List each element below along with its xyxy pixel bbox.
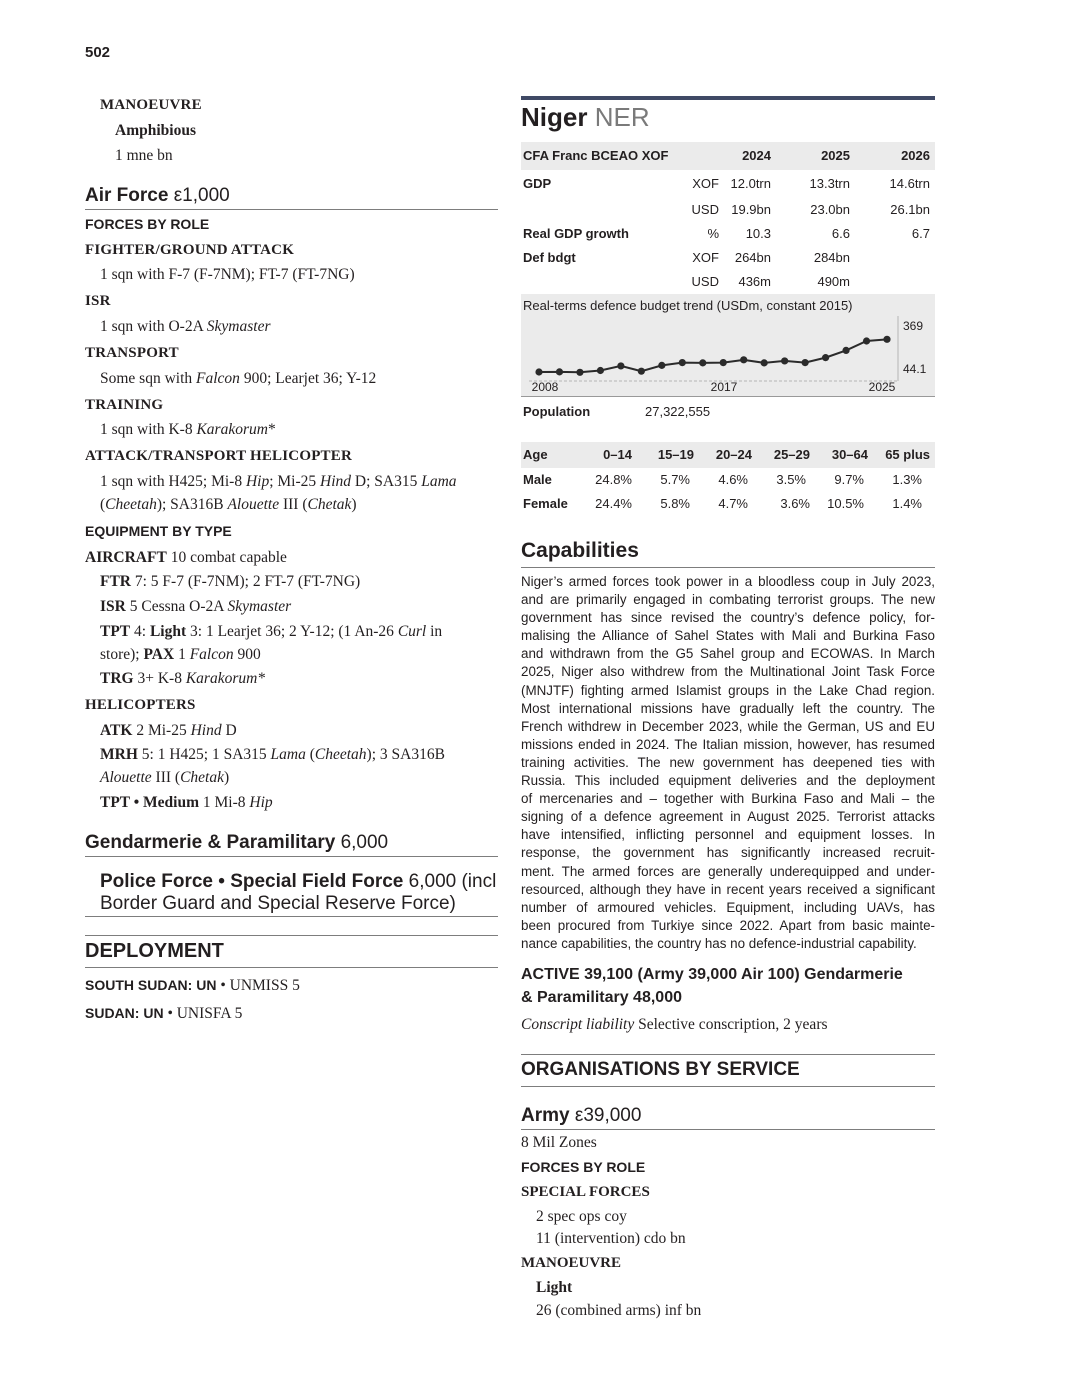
capabilities-line: resourced, although they have in recent years received a significant [521, 881, 935, 897]
chart-point [822, 354, 829, 361]
capabilities-line: and are primarily engaged in combating terrorist groups. The new [521, 592, 935, 608]
chart-x-tick-label: 2025 [868, 380, 896, 394]
capabilities-line: training activities. The new government has deepened ties with [521, 754, 935, 770]
capabilities-line: Most international missions have gradually left the country. The [521, 700, 935, 716]
chart-y-label: 44.1 [903, 362, 927, 376]
isr-heading: ISR [85, 293, 111, 309]
chart-rule [521, 396, 935, 397]
ftr-line: FTR 7: 5 F-7 (F-7NM); 2 FT-7 (FT-7NG) [100, 573, 361, 590]
age-row-male [521, 472, 935, 492]
chart-point [658, 362, 665, 369]
econ-header-2024: 2024 [742, 148, 771, 163]
econ-row [521, 176, 935, 194]
chart-series-line [539, 339, 887, 372]
mrh-line-2: Alouette III (Chetak) [100, 769, 230, 786]
chart-point [576, 369, 583, 376]
econ-label: GDP [523, 176, 552, 191]
chart-point [679, 359, 686, 366]
army-rule [521, 1129, 935, 1130]
chart-point [597, 367, 604, 374]
chart-title: Real-terms defence budget trend (USDm, constant 2015) [523, 298, 853, 313]
econ-value: 490m [817, 274, 850, 289]
age-cell: 24.8% [595, 472, 632, 487]
econ-row [521, 202, 935, 220]
econ-value: 14.6trn [889, 176, 930, 191]
age-cell: 3.5% [776, 472, 806, 487]
manoeuvre-heading: MANOEUVRE [100, 97, 202, 113]
capabilities-line: (MNJTF) fighting armed Islamist groups in the Lake Chad region. [521, 682, 935, 698]
mrh-line-1: MRH 5: 1 H425; 1 SA315 Lama (Cheetah); 3 SA316B [100, 746, 445, 763]
helicopters-heading: HELICOPTERS [85, 697, 196, 713]
deployment-bottom-rule [85, 967, 498, 968]
deployment-sudan: SUDAN: UN • UNISFA 5 [85, 1005, 243, 1022]
capabilities-line: Niger’s armed forces took power in a bloodless coup in July 2023, [521, 574, 935, 589]
forces-by-role-heading: FORCES BY ROLE [85, 216, 210, 232]
equipment-by-type-heading: EQUIPMENT BY TYPE [85, 523, 232, 539]
trg-line: TRG 3+ K-8 Karakorum* [100, 670, 266, 687]
econ-value: 264bn [734, 250, 771, 265]
mil-zones: 8 Mil Zones [521, 1134, 597, 1151]
capabilities-line: French withdrew in December 2023, while the German, US and EU [521, 718, 935, 734]
econ-value: 6.7 [911, 226, 930, 241]
transport-heading: TRANSPORT [85, 345, 179, 361]
special-forces-heading: SPECIAL FORCES [521, 1184, 650, 1200]
econ-value: 26.1bn [890, 202, 930, 217]
tpt-line-1: TPT 4: Light 3: 1 Learjet 36; 2 Y-12; (1 An-26 Curl in [100, 623, 443, 640]
police-rule [85, 916, 498, 917]
capabilities-line: been procured from Turkiye since 2022. Apart from basic mainte- [521, 917, 935, 933]
tpt-heli-line: TPT • Medium 1 Mi-8 Hip [100, 794, 273, 811]
econ-unit: % [707, 226, 719, 241]
age-cell: 4.6% [718, 472, 748, 487]
age-cell: 10.5% [827, 496, 864, 511]
chart-point [781, 357, 788, 364]
capabilities-line: ment. The armed forces are generally underequipped and under- [521, 863, 935, 879]
country-title: Niger NER [521, 102, 650, 132]
ath-line-1: 1 sqn with H425; Mi-8 Hip; Mi-25 Hind D; SA315 Lama [100, 473, 457, 490]
age-header-cell: 0–14 [603, 447, 632, 462]
econ-unit: USD [691, 274, 719, 289]
econ-value: 23.0bn [810, 202, 850, 217]
active-line-1: ACTIVE 39,100 (Army 39,000 Air 100) Gendarmerie [521, 966, 903, 983]
org-top-rule [521, 1054, 935, 1055]
population-value: 27,322,555 [645, 404, 711, 419]
chart-point [761, 359, 768, 366]
org-bottom-rule [521, 1086, 935, 1087]
deployment-heading: DEPLOYMENT [85, 940, 224, 962]
conscript-liability: Conscript liability Selective conscription, 2 years [521, 1016, 828, 1033]
tpt-line-2: store); PAX 1 Falcon 900 [100, 646, 261, 663]
econ-row [521, 226, 935, 244]
econ-value: 19.9bn [731, 202, 771, 217]
chart-point [556, 368, 563, 375]
army-manoeuvre-heading: MANOEUVRE [521, 1255, 621, 1271]
econ-value: 6.6 [831, 226, 850, 241]
mne-bn: 1 mne bn [115, 147, 173, 164]
isr-line: 1 sqn with O-2A Skymaster [100, 318, 271, 335]
chart-point [720, 359, 727, 366]
econ-label: Real GDP growth [523, 226, 629, 241]
capabilities-line: signing of a defence agreement in August 2025. Terrorist attacks [521, 809, 935, 825]
age-header-cell: 15–19 [657, 447, 694, 462]
org-heading: ORGANISATIONS BY SERVICE [521, 1059, 800, 1080]
atk-line: ATK 2 Mi-25 Hind D [100, 722, 237, 739]
chart-point [740, 356, 747, 363]
country-header-bar [521, 96, 935, 100]
fga-line: 1 sqn with F-7 (F-7NM); FT-7 (FT-7NG) [100, 266, 355, 283]
chart-y-label: 369 [903, 319, 924, 333]
police-line-2: Border Guard and Special Reserve Force) [100, 893, 456, 914]
econ-header-currency: CFA Franc BCEAO XOF [523, 148, 669, 163]
age-header-cell: 65 plus [885, 447, 930, 462]
police-line-1: Police Force • Special Field Force 6,000 (incl [100, 871, 497, 892]
capabilities-line: government has since revised the country’s defence policy, for- [521, 610, 935, 626]
ath-heading: ATTACK/TRANSPORT HELICOPTER [85, 448, 352, 464]
training-line: 1 sqn with K-8 Karakorum* [100, 421, 276, 438]
deployment-south-sudan: SOUTH SUDAN: UN • UNMISS 5 [85, 977, 300, 994]
econ-row [521, 250, 935, 268]
population-label: Population [523, 404, 591, 419]
capabilities-paragraph [521, 573, 935, 953]
budget-trend-chart [521, 294, 935, 396]
chart-point [535, 368, 542, 375]
age-cell: 4.7% [718, 496, 748, 511]
capabilities-line: nance capabilities, the country has no defence-industrial capability. [521, 935, 917, 951]
econ-unit: XOF [692, 176, 719, 191]
chart-point [699, 359, 706, 366]
capabilities-line: have intensified, inflicting personnel and equipment losses. In [521, 827, 935, 843]
econ-unit: XOF [692, 250, 719, 265]
chart-x-tick-label: 2017 [710, 380, 738, 394]
capabilities-line: 2025, Niger also withdrew from the Multinational Joint Task Force [521, 664, 935, 680]
econ-value: 13.3trn [809, 176, 850, 191]
age-header-cell: 30–64 [831, 447, 868, 462]
air-force-rule [85, 209, 498, 210]
capabilities-line: response, the government has significantly increased recruit- [521, 845, 935, 861]
air-force-title: Air Force ε1,000 [85, 185, 230, 206]
aircraft-line: AIRCRAFT 10 combat capable [85, 549, 287, 566]
econ-row [521, 274, 935, 292]
econ-label: Def bdgt [523, 250, 576, 265]
army-forces-by-role: FORCES BY ROLE [521, 1159, 646, 1175]
age-cell: 24.4% [595, 496, 632, 511]
capabilities-line: number of armoured vehicles. Equipment, including UAVs, has [521, 899, 935, 915]
active-line-2: & Paramilitary 48,000 [521, 989, 682, 1006]
gendarmerie-rule [85, 856, 498, 857]
gendarmerie-title: Gendarmerie & Paramilitary 6,000 [85, 832, 389, 853]
chart-point [638, 368, 645, 375]
transport-line: Some sqn with Falcon 900; Learjet 36; Y-12 [100, 370, 377, 387]
capabilities-line: and withdrawn from the G5 Sahel group and ECOWAS. In March [521, 646, 935, 662]
ath-line-2: (Cheetah); SA316B Alouette III (Chetak) [100, 496, 357, 513]
age-cell: 9.7% [834, 472, 864, 487]
capabilities-heading: Capabilities [521, 539, 639, 562]
econ-unit: USD [691, 202, 719, 217]
army-title: Army ε39,000 [521, 1105, 642, 1126]
deployment-top-rule [85, 935, 498, 936]
econ-table-body [521, 172, 935, 294]
age-row-female [521, 496, 935, 516]
capabilities-line: malising the Alliance of Sahel States with Mali and Burkina Faso [521, 628, 935, 644]
training-heading: TRAINING [85, 397, 164, 413]
econ-value: 12.0trn [730, 176, 771, 191]
age-cell: 5.8% [660, 496, 690, 511]
fga-heading: FIGHTER/GROUND ATTACK [85, 242, 295, 258]
chart-svg [521, 294, 935, 396]
sf-line-1: 2 spec ops coy [536, 1208, 627, 1225]
age-row-label: Female [523, 496, 568, 511]
amphibious-heading: Amphibious [115, 122, 196, 139]
age-header-cell: 25–29 [773, 447, 810, 462]
isr-eq-line: ISR 5 Cessna O-2A Skymaster [100, 598, 292, 615]
econ-table-header [521, 142, 935, 170]
sf-line-2: 11 (intervention) cdo bn [536, 1230, 686, 1247]
age-cell: 3.6% [780, 496, 810, 511]
econ-header-2026: 2026 [901, 148, 930, 163]
chart-point [863, 337, 870, 344]
age-cell: 1.4% [892, 496, 922, 511]
econ-value: 436m [738, 274, 771, 289]
chart-point [617, 362, 624, 369]
chart-point [842, 347, 849, 354]
capabilities-line: missions ended in 2024. The Italian mission, however, has resumed [521, 736, 935, 752]
chart-point [802, 359, 809, 366]
chart-x-tick-label: 2008 [531, 380, 559, 394]
light-heading: Light [536, 1279, 573, 1296]
age-table-header [521, 442, 935, 468]
econ-value: 284bn [813, 250, 850, 265]
population-row [521, 404, 935, 424]
econ-header-2025: 2025 [821, 148, 850, 163]
capabilities-line: of mercenaries and – together with Burkina Faso and Mali – the [521, 791, 935, 807]
age-cell: 1.3% [892, 472, 922, 487]
capabilities-rule [521, 567, 935, 568]
page-number: 502 [85, 44, 111, 61]
age-cell: 5.7% [660, 472, 690, 487]
econ-value: 10.3 [745, 226, 771, 241]
capabilities-line: Russia. This included equipment deliveries and the deployment [521, 773, 935, 789]
age-row-label: Male [523, 472, 552, 487]
chart-point [883, 336, 890, 343]
light-line: 26 (combined arms) inf bn [536, 1302, 702, 1319]
age-header-cell: 20–24 [715, 447, 752, 462]
age-header-cell: Age [523, 447, 548, 462]
